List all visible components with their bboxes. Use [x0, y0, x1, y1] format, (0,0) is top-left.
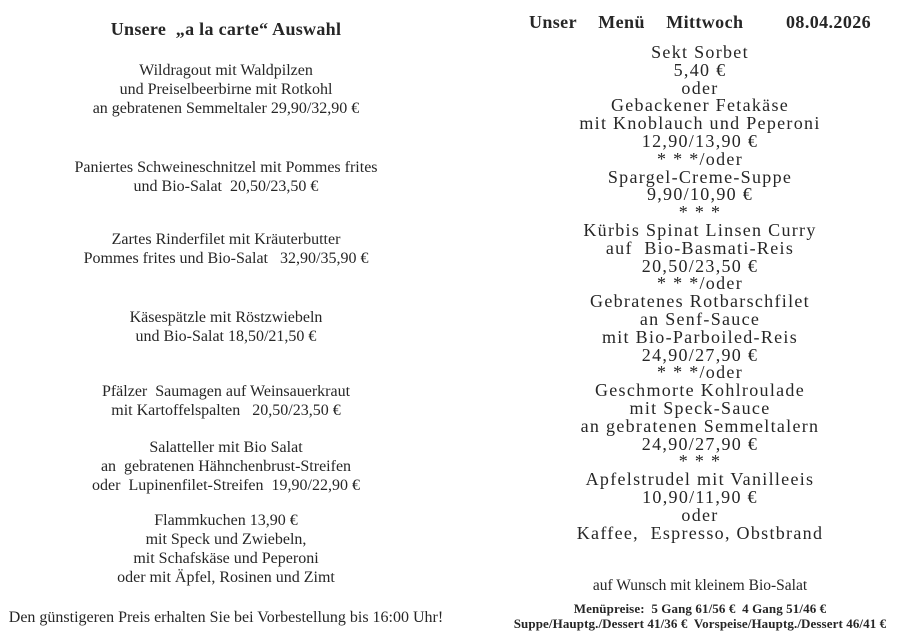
menu-item-line: oder mit Äpfel, Rosinen und Zimt — [117, 569, 335, 586]
menu-prices-line-2: Suppe/Hauptg./Dessert 41/36 € Vorspeise/Hauptg./Dessert 46/41 € — [513, 616, 887, 631]
daily-menu-line: an gebratenen Semmeltalern — [580, 415, 820, 436]
daily-menu-line: mit Bio-Parboiled-Reis — [601, 326, 799, 347]
daily-menu-line: Gebackener Fetakäse — [610, 95, 790, 116]
daily-menu-line: Spargel-Creme-Suppe — [607, 166, 793, 187]
course-separator: * * * — [678, 451, 722, 472]
daily-menu-line: Apfelstrudel mit Vanilleeis — [585, 469, 815, 490]
menu-item-salatteller — [0, 438, 452, 495]
menu-item-line: Flammkuchen 13,90 € — [154, 512, 298, 529]
menu-item-kaesespaetzle — [0, 308, 452, 346]
daily-menu-title: Unser Menü Mittwoch 08.04.2026 — [528, 12, 872, 32]
course-separator: * * * — [678, 202, 722, 223]
menu-item-line: Paniertes Schweineschnitzel mit Pommes frites — [74, 159, 378, 176]
bio-salat-note: auf Wunsch mit kleinem Bio-Salat — [592, 577, 808, 594]
menu-item-line: Wildragout mit Waldpilzen — [139, 62, 313, 79]
daily-menu-line: oder — [681, 504, 719, 525]
daily-menu-line: Gebratenes Rotbarschfilet — [590, 291, 810, 312]
menu-item-saumagen — [0, 382, 452, 420]
menu-item-line: und Bio-Salat 18,50/21,50 € — [135, 328, 317, 345]
daily-menu-line: mit Knoblauch und Peperoni — [579, 113, 821, 134]
daily-menu-line: 9,90/10,90 € — [646, 184, 754, 205]
daily-menu-line: 5,40 € — [673, 59, 727, 80]
daily-menu-line: Sekt Sorbet — [651, 42, 749, 62]
daily-menu-line: auf Bio-Basmati-Reis — [605, 237, 795, 258]
menu-item-schnitzel — [0, 158, 452, 196]
menu-item-line: mit Schafskäse und Peperoni — [133, 550, 319, 567]
menu-item-line: mit Speck und Zwiebeln, — [145, 531, 307, 548]
menu-item-line: Pfälzer Saumagen auf Weinsauerkraut — [101, 383, 351, 400]
daily-menu-line: Kürbis Spinat Linsen Curry — [583, 219, 817, 240]
menu-item-line: Salatteller mit Bio Salat — [149, 439, 303, 456]
daily-menu-line: 12,90/13,90 € — [641, 130, 759, 151]
menu-item-line: mit Kartoffelspalten 20,50/23,50 € — [111, 402, 341, 419]
menu-item-line: an gebratenen Hähnchenbrust-Streifen — [100, 458, 352, 475]
daily-menu-courses — [475, 44, 900, 542]
course-separator: * * */oder — [657, 273, 743, 294]
menu-item-rinderfilet — [0, 230, 452, 268]
menu-item-line: und Preiselbeerbirne mit Rotkohl — [119, 81, 333, 98]
menu-item-line: an gebratenen Semmeltaler 29,90/32,90 € — [92, 100, 360, 117]
menu-item-wildragout — [0, 61, 452, 118]
daily-menu-line: 10,90/11,90 € — [642, 486, 758, 507]
menu-item-flammkuchen — [0, 511, 452, 587]
daily-menu-line: 20,50/23,50 € — [641, 255, 759, 276]
daily-menu-line: mit Speck-Sauce — [629, 397, 771, 418]
menu-item-line: Pommes frites und Bio-Salat 32,90/35,90 € — [83, 250, 369, 267]
daily-menu-line: 24,90/27,90 € — [641, 433, 759, 454]
daily-menu-line: Geschmorte Kohlroulade — [594, 380, 806, 401]
menu-item-line: und Bio-Salat 20,50/23,50 € — [133, 178, 319, 195]
menu-item-line: Käsespätzle mit Röstzwiebeln — [129, 309, 323, 326]
a-la-carte-title: Unsere „a la carte“ Auswahl — [110, 19, 342, 39]
menu-item-line: oder Lupinenfilet-Streifen 19,90/22,90 € — [92, 477, 360, 494]
course-separator: * * */oder — [657, 362, 743, 383]
menu-item-line: Zartes Rinderfilet mit Kräuterbutter — [111, 231, 341, 248]
course-separator: * * */oder — [657, 148, 743, 169]
preorder-note: Den günstigeren Preis erhalten Sie bei Vorbestellung bis 16:00 Uhr! — [8, 609, 444, 626]
daily-menu-line: an Senf-Sauce — [639, 308, 761, 329]
menu-prices-line-1: Menüpreise: 5 Gang 61/56 € 4 Gang 51/46 € — [573, 601, 827, 616]
daily-menu-line: oder — [681, 77, 719, 98]
daily-menu-line: 24,90/27,90 € — [641, 344, 759, 365]
daily-menu-line: Kaffee, Espresso, Obstbrand — [576, 522, 824, 543]
